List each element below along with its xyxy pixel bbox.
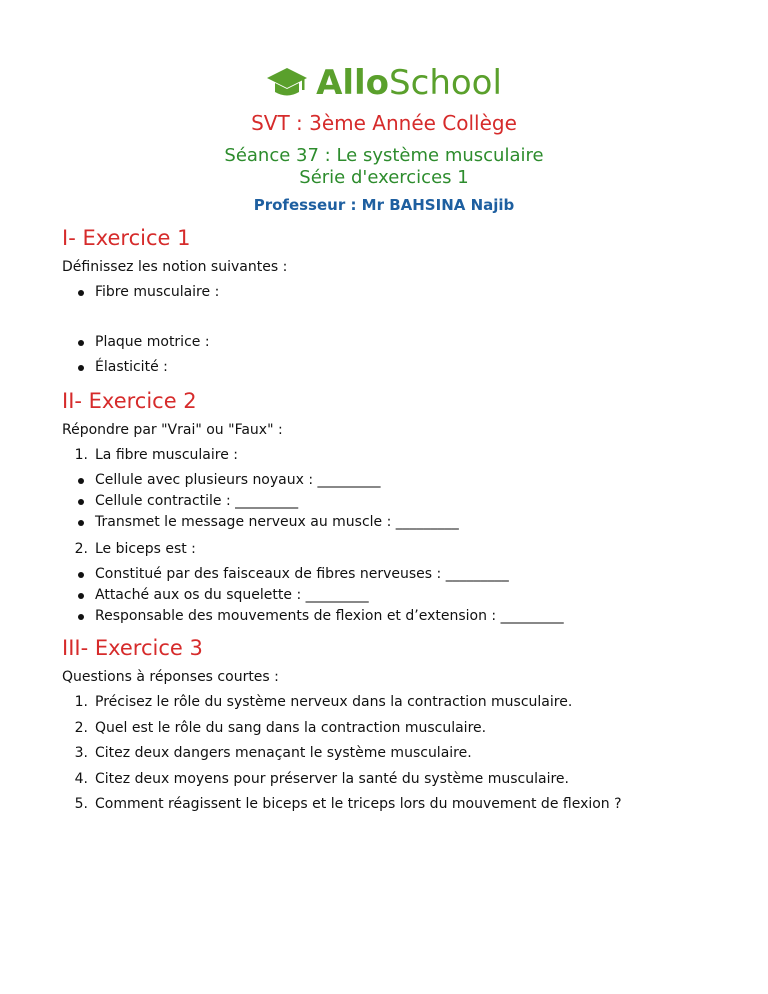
subject-title: SVT : 3ème Année Collège xyxy=(251,111,517,135)
question-item: La fibre musculaire : xyxy=(95,447,239,463)
list-number: 1. xyxy=(74,694,88,710)
list-item: Responsable des mouvements de flexion et d’extension : _________ xyxy=(95,608,564,624)
question-item: Quel est le rôle du sang dans la contraction musculaire. xyxy=(95,720,487,736)
bullet xyxy=(78,614,84,620)
list-number: 2. xyxy=(74,720,88,736)
exercise-2-heading: II- Exercice 2 xyxy=(62,389,197,413)
exercise-1-intro: Définissez les notion suivantes : xyxy=(62,259,288,275)
graduation-cap-icon xyxy=(266,66,308,100)
bullet xyxy=(78,572,84,578)
serie-title: Série d'exercices 1 xyxy=(299,167,469,188)
list-number: 2. xyxy=(74,541,88,557)
question-item: Précisez le rôle du système nerveux dans la contraction musculaire. xyxy=(95,694,573,710)
list-item: Fibre musculaire : xyxy=(95,284,220,300)
list-number: 5. xyxy=(74,796,88,812)
bullet xyxy=(78,478,84,484)
seance-title: Séance 37 : Le système musculaire xyxy=(224,145,544,166)
list-item: Constitué par des faisceaux de fibres nerveuses : _________ xyxy=(95,566,509,582)
list-number: 3. xyxy=(74,745,88,761)
logo-text: AlloSchool xyxy=(316,63,502,103)
exercise-3-intro: Questions à réponses courtes : xyxy=(62,669,279,685)
list-number: 1. xyxy=(74,447,88,463)
list-item: Cellule contractile : _________ xyxy=(95,493,299,509)
bullet xyxy=(78,520,84,526)
exercise-1-heading: I- Exercice 1 xyxy=(62,226,191,250)
bullet xyxy=(78,290,84,296)
bullet xyxy=(78,499,84,505)
list-item: Plaque motrice : xyxy=(95,334,210,350)
bullet xyxy=(78,593,84,599)
professor-name: Professeur : Mr BAHSINA Najib xyxy=(253,196,515,214)
question-item: Le biceps est : xyxy=(95,541,196,557)
list-item: Attaché aux os du squelette : _________ xyxy=(95,587,369,603)
list-item: Transmet le message nerveux au muscle : _________ xyxy=(95,514,459,530)
exercise-3-heading: III- Exercice 3 xyxy=(62,636,203,660)
list-number: 4. xyxy=(74,771,88,787)
question-item: Comment réagissent le biceps et le triceps lors du mouvement de flexion ? xyxy=(95,796,622,812)
question-item: Citez deux dangers menaçant le système musculaire. xyxy=(95,745,472,761)
list-item: Cellule avec plusieurs noyaux : _________ xyxy=(95,472,381,488)
bullet xyxy=(78,365,84,371)
question-item: Citez deux moyens pour préserver la santé du système musculaire. xyxy=(95,771,569,787)
list-item: Élasticité : xyxy=(95,359,168,375)
exercise-2-intro: Répondre par "Vrai" ou "Faux" : xyxy=(62,422,283,438)
alloschool-logo xyxy=(0,64,768,102)
bullet xyxy=(78,340,84,346)
